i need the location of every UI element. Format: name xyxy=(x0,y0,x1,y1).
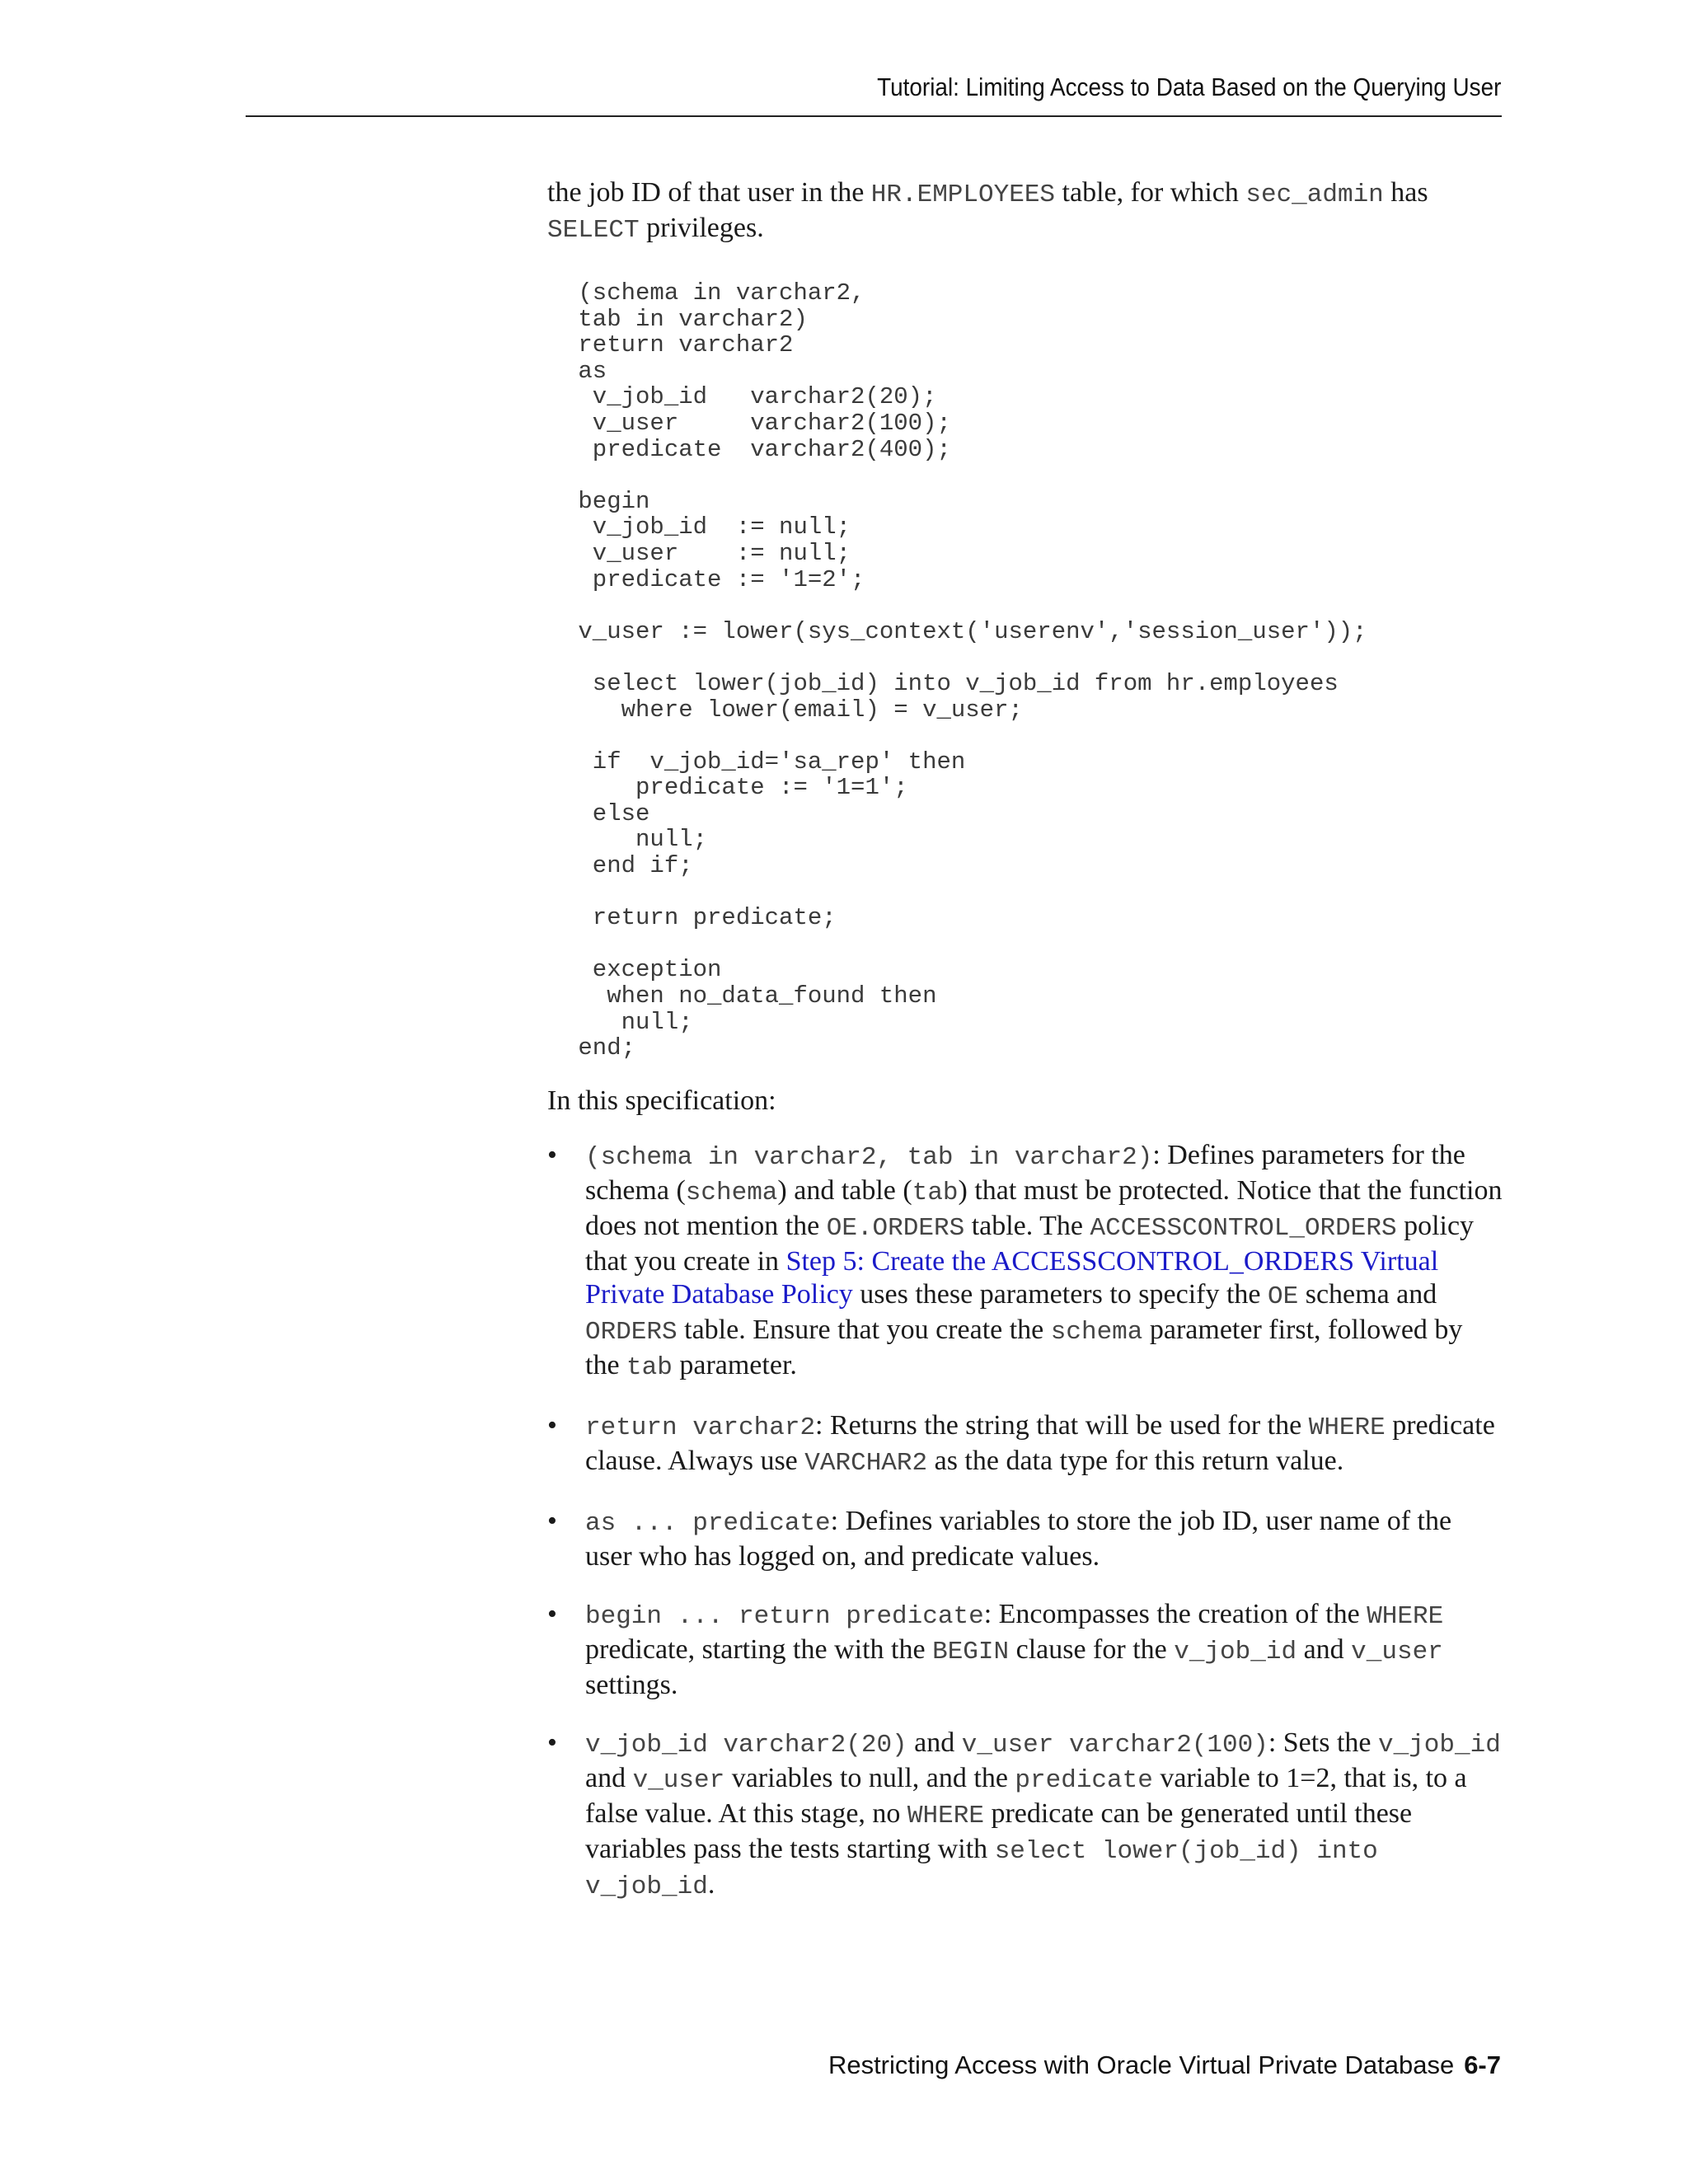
code-span: schema xyxy=(685,1178,778,1207)
code-span: v_job_id xyxy=(1378,1730,1501,1760)
text-span: : Defines parameters for the schema ( xyxy=(585,1139,1465,1206)
spec-bullet-list xyxy=(547,1139,1503,1904)
code-span: OE xyxy=(1268,1282,1299,1311)
text-span: settings. xyxy=(585,1669,678,1700)
code-span: v_user xyxy=(1351,1637,1443,1666)
text-span: : Returns the string that will be used for the xyxy=(815,1409,1309,1441)
code-span: v_user xyxy=(632,1765,725,1795)
code-block: (schema in varchar2, tab in varchar2) return varchar2 as v_job_id varchar2(20); v_user varchar2(100); predicate varchar2(400); begin v_job_id := null; v_user := null; predicate := '1=2'; v_user := lower(sys_context('userenv','session_user')); select lower(job_id) into v_job_id from hr.employees where lower(email) = v_user; if v_job_id='sa_rep' then predicate := '1=1'; else null; end if; return predicate; exception when no_data_found then null; end; xyxy=(578,279,1367,1062)
text-span: predicate, starting the with the xyxy=(585,1633,933,1665)
running-header-title: Tutorial: Limiting Access to Data Based on the Querying User xyxy=(876,73,1501,101)
code-span: VARCHAR2 xyxy=(804,1448,928,1478)
code-span: return varchar2 xyxy=(585,1413,816,1442)
code-span: schema xyxy=(1050,1317,1143,1347)
code-span: BEGIN xyxy=(932,1637,1010,1666)
text-span: ) that must be protected. Notice that the function does not mention the xyxy=(585,1174,1503,1241)
text-span: variables to null, and the xyxy=(724,1762,1015,1793)
intro-code-sec-admin: sec_admin xyxy=(1245,180,1384,209)
spec-intro: In this specification: xyxy=(547,1085,776,1116)
intro-text-2: table, for which xyxy=(1055,177,1246,208)
text-span: policy that you create in xyxy=(585,1210,1475,1277)
text-span: : Encompasses the creation of the xyxy=(983,1598,1367,1629)
text-span: uses these parameters to specify the xyxy=(852,1278,1268,1310)
text-span: and xyxy=(1296,1633,1352,1665)
code-span: v_user varchar2(100) xyxy=(961,1730,1268,1760)
intro-text-3: has xyxy=(1383,177,1428,208)
intro-text-1: the job ID of that user in the xyxy=(547,177,871,208)
intro-text-4: privileges. xyxy=(639,213,764,243)
footer-chapter-title: Restricting Access with Oracle Virtual Private Database xyxy=(828,2050,1455,2079)
text-span: ) and table ( xyxy=(777,1174,912,1206)
page-footer xyxy=(828,2050,1501,2080)
code-span: WHERE xyxy=(1367,1601,1444,1631)
code-span: OE.ORDERS xyxy=(826,1213,965,1243)
text-span: schema and xyxy=(1298,1278,1437,1310)
bullet-marker: • xyxy=(547,1598,557,1629)
intro-paragraph xyxy=(547,176,1503,247)
text-span: table. Ensure that you create the xyxy=(677,1314,1051,1345)
code-span: select lower(job_id) into v_job_id xyxy=(585,1836,1378,1901)
text-span: parameter. xyxy=(672,1349,797,1380)
list-item xyxy=(547,1598,1503,1702)
code-span: (schema in varchar2, tab in varchar2) xyxy=(585,1142,1153,1172)
bullet-marker: • xyxy=(547,1409,557,1441)
code-span: begin ... return predicate xyxy=(585,1601,984,1631)
text-span: : Defines variables to store the job ID, user name of the user who has logged on, and predicate values. xyxy=(585,1505,1452,1572)
intro-code-select: SELECT xyxy=(547,216,640,245)
text-span: variable to 1=2, that is, to a false value. At this stage, no xyxy=(585,1762,1467,1829)
bullet-marker: • xyxy=(547,1505,557,1536)
text-span: predicate can be generated until these variables pass the tests starting with xyxy=(585,1797,1413,1864)
code-span: tab xyxy=(912,1178,959,1207)
text-span: : Sets the xyxy=(1268,1727,1378,1758)
step5-policy-link[interactable]: Step 5: Create the ACCESSCONTROL_ORDERS Virtual Private Database Policy xyxy=(585,1245,1439,1310)
text-span: clause for the xyxy=(1009,1633,1175,1665)
list-item xyxy=(547,1727,1503,1904)
intro-code-hr-employees: HR.EMPLOYEES xyxy=(870,180,1056,209)
code-span: ACCESSCONTROL_ORDERS xyxy=(1090,1213,1397,1243)
code-span: v_job_id varchar2(20) xyxy=(585,1730,907,1760)
page-number: 6-7 xyxy=(1464,2050,1501,2079)
code-span: v_job_id xyxy=(1174,1637,1297,1666)
code-span: WHERE xyxy=(1308,1413,1386,1442)
code-span: as ... predicate xyxy=(585,1508,831,1538)
code-span: WHERE xyxy=(907,1801,984,1830)
text-span: predicate clause. Always use xyxy=(585,1409,1495,1476)
list-item xyxy=(547,1409,1503,1480)
code-span: tab xyxy=(626,1352,673,1382)
text-span: as the data type for this return value. xyxy=(927,1445,1344,1476)
main-content xyxy=(547,176,1503,1929)
list-item xyxy=(547,1505,1503,1573)
header-rule xyxy=(246,115,1502,117)
text-span: . xyxy=(707,1868,715,1900)
list-item xyxy=(547,1139,1503,1385)
text-span: parameter first, followed by the xyxy=(585,1314,1463,1380)
text-span: and xyxy=(907,1727,962,1758)
code-span: predicate xyxy=(1015,1765,1153,1795)
code-span: ORDERS xyxy=(585,1317,678,1347)
text-span: table. The xyxy=(964,1210,1090,1241)
text-span: and xyxy=(585,1762,633,1793)
bullet-marker: • xyxy=(547,1139,557,1170)
bullet-marker: • xyxy=(547,1727,557,1758)
